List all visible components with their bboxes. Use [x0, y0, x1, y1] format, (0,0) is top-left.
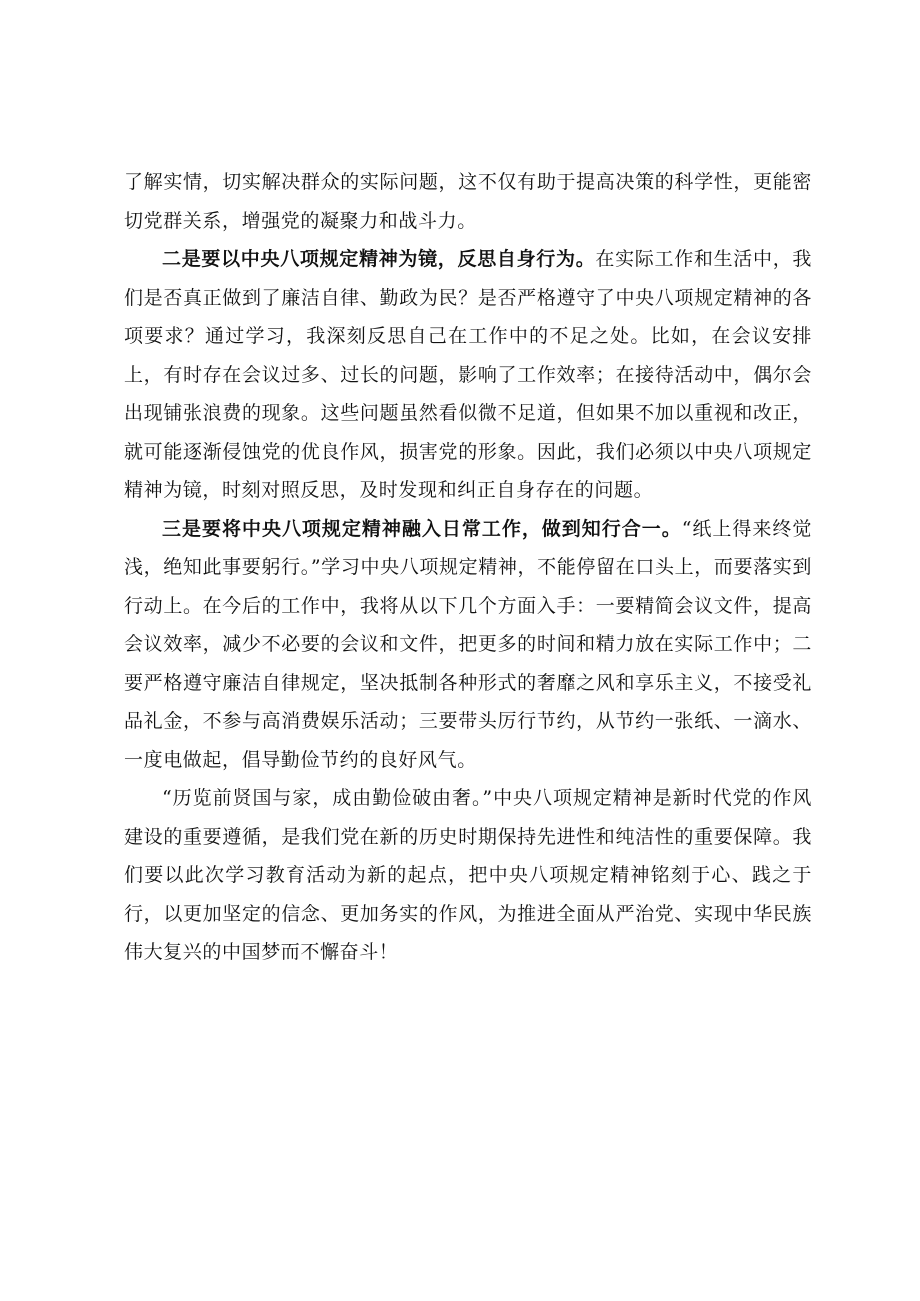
paragraph-text: “纸上得来终觉浅，绝知此事要躬行。”学习中央八项规定精神，不能停留在口头上，而要落实到行动上。在今后的工作中，我将从以下几个方面入手：一要精简会议文件，提高会议效率，减少不必要的会议和文件，把更多的时间和精力放在实际工作中；二要严格遵守廉洁自律规定，坚决抵制各种形式的奢靡之风和享乐主义，不接受礼品礼金，不参与高消费娱乐活动；三要带头厉行节约，从节约一张纸、一滴水、一度电做起，倡导勤俭节约的良好风气。 [124, 517, 812, 771]
paragraph-lead: 二是要以中央八项规定精神为镜，反思自身行为。 [162, 248, 596, 270]
paragraph-lead: 三是要将中央八项规定精神融入日常工作，做到知行合一。 [162, 517, 682, 540]
paragraph-point-two [124, 240, 812, 510]
paragraph-continuation [124, 163, 812, 240]
paragraph-point-three [124, 510, 812, 780]
paragraph-text: 在实际工作和生活中，我们是否真正做到了廉洁自律、勤政为民？是否严格遵守了中央八项规定精神的各项要求？通过学习，我深刻反思自己在工作中的不足之处。比如，在会议安排上，有时存在会议过多、过长的问题，影响了工作效率；在接待活动中，偶尔会出现铺张浪费的现象。这些问题虽然看似微不足道，但如果不加以重视和改正，就可能逐渐侵蚀党的优良作风，损害党的形象。因此，我们必须以中央八项规定精神为镜，时刻对照反思，及时发现和纠正自身存在的问题。 [124, 248, 813, 501]
document-body [124, 163, 812, 972]
paragraph-conclusion [124, 779, 812, 972]
paragraph-text: “历览前贤国与家，成由勤俭破由奢。”中央八项规定精神是新时代党的作风建设的重要遵循，是我们党在新的历史时期保持先进性和纯洁性的重要保障。我们要以此次学习教育活动为新的起点，把中央八项规定精神铭刻于心、践之于行，以更加坚定的信念、更加务实的作风，为推进全面从严治党、实现中华民族伟大复兴的中国梦而不懈奋斗！ [124, 787, 812, 963]
paragraph-text: 了解实情，切实解决群众的实际问题，这不仅有助于提高决策的科学性，更能密切党群关系，增强党的凝聚力和战斗力。 [124, 171, 812, 232]
